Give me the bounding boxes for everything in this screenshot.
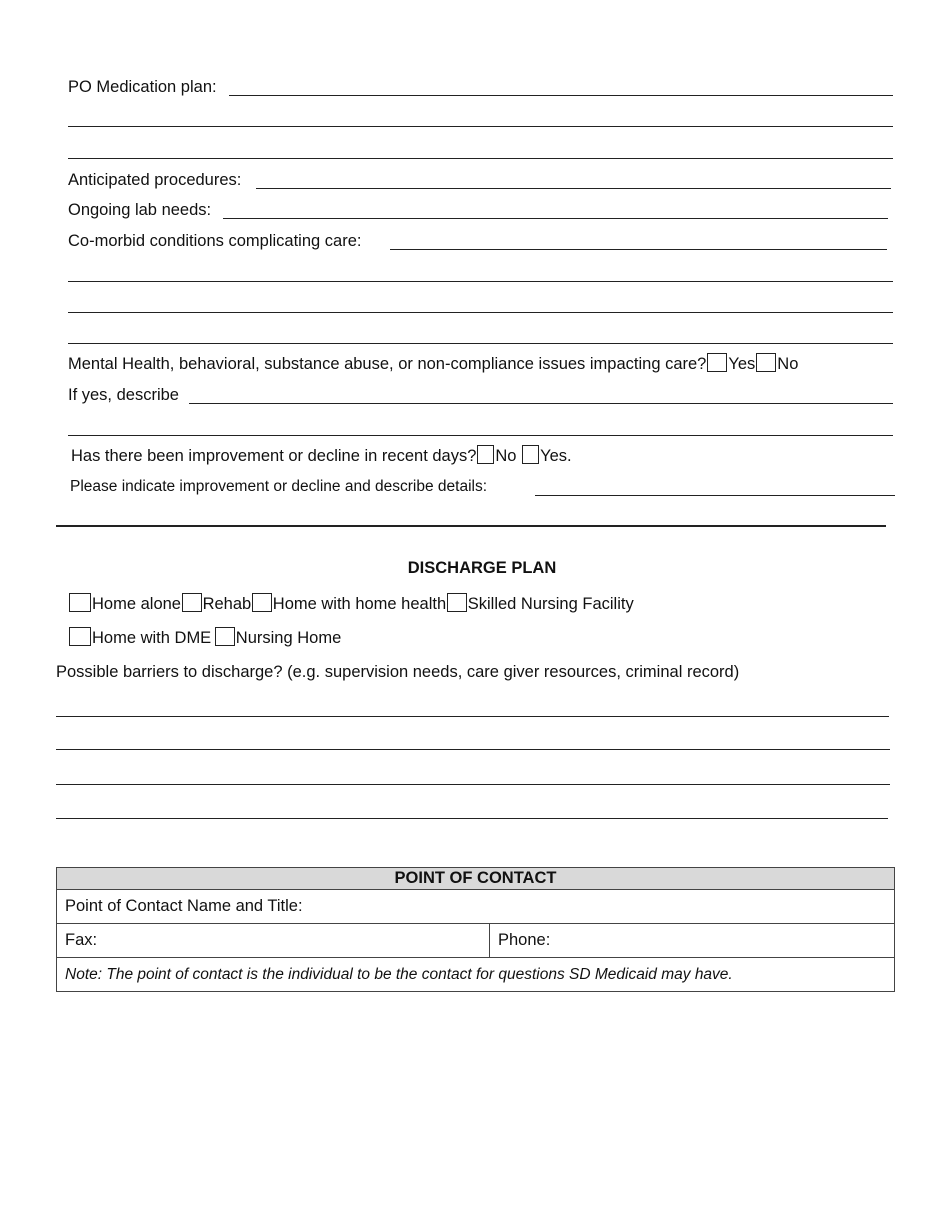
point-of-contact-table (56, 867, 895, 992)
barriers-line-2[interactable] (56, 749, 890, 750)
if-yes-line-1[interactable] (189, 403, 893, 404)
barriers-line-4[interactable] (56, 818, 888, 819)
mental-health-no-checkbox[interactable] (756, 353, 776, 372)
mental-health-yes-label: Yes (728, 355, 756, 373)
improvement-question: Has there been improvement or decline in recent days? (71, 447, 477, 465)
improvement-yes-label: Yes. (540, 447, 572, 465)
phone-label: Phone: (498, 931, 551, 949)
fax-label: Fax: (65, 931, 98, 949)
indicate-details-label: Please indicate improvement or decline and describe details: (70, 478, 488, 495)
skilled-nursing-label: Skilled Nursing Facility (467, 595, 634, 613)
if-yes-line-2[interactable] (68, 435, 893, 436)
if-yes-label: If yes, describe (68, 386, 179, 404)
home-alone-label: Home alone (92, 595, 181, 613)
discharge-plan-title: DISCHARGE PLAN (407, 559, 557, 577)
improvement-no-checkbox[interactable] (477, 445, 494, 464)
indicate-details-line-1[interactable] (535, 495, 895, 496)
anticipated-procedures-line[interactable] (256, 188, 891, 189)
po-medication-line-3[interactable] (68, 158, 893, 159)
barriers-line-1[interactable] (56, 716, 889, 717)
mental-health-yes-checkbox[interactable] (707, 353, 727, 372)
ongoing-lab-line[interactable] (223, 218, 888, 219)
nursing-home-label: Nursing Home (235, 629, 342, 647)
mental-health-row (68, 353, 798, 375)
ongoing-lab-label: Ongoing lab needs: (68, 201, 212, 219)
rehab-label: Rehab (202, 595, 252, 613)
mental-health-no-label: No (777, 355, 799, 373)
home-with-dme-checkbox[interactable] (69, 627, 91, 646)
home-with-dme-label: Home with DME (92, 629, 212, 647)
improvement-yes-checkbox[interactable] (522, 445, 539, 464)
comorbid-line-4[interactable] (68, 343, 893, 344)
nursing-home-checkbox[interactable] (215, 627, 235, 646)
comorbid-line-2[interactable] (68, 281, 893, 282)
po-medication-line-1[interactable] (229, 95, 893, 96)
comorbid-line-3[interactable] (68, 312, 893, 313)
fax-field[interactable] (57, 924, 490, 958)
contact-name-title-label: Point of Contact Name and Title: (65, 897, 303, 915)
discharge-options-row-1 (68, 593, 634, 615)
rehab-checkbox[interactable] (182, 593, 202, 612)
indicate-details-line-2[interactable] (56, 525, 886, 527)
home-health-label: Home with home health (272, 595, 447, 613)
barriers-question: Possible barriers to discharge? (e.g. supervision needs, care giver resources, criminal record) (56, 663, 740, 681)
po-medication-label: PO Medication plan: (68, 78, 217, 96)
discharge-options-row-2 (68, 627, 341, 649)
home-health-checkbox[interactable] (252, 593, 272, 612)
improvement-row (71, 445, 572, 467)
contact-note: Note: The point of contact is the individual to be the contact for questions SD Medicaid may have. (57, 958, 895, 992)
point-of-contact-title: POINT OF CONTACT (57, 868, 895, 890)
po-medication-line-2[interactable] (68, 126, 893, 127)
mental-health-question: Mental Health, behavioral, substance abuse, or non-compliance issues impacting care? (68, 355, 707, 373)
comorbid-line-1[interactable] (390, 249, 887, 250)
comorbid-label: Co-morbid conditions complicating care: (68, 232, 362, 250)
skilled-nursing-checkbox[interactable] (447, 593, 467, 612)
improvement-no-label: No (495, 447, 517, 465)
home-alone-checkbox[interactable] (69, 593, 91, 612)
contact-name-title-field[interactable] (57, 890, 895, 924)
phone-field[interactable] (490, 924, 895, 958)
anticipated-procedures-label: Anticipated procedures: (68, 171, 242, 189)
barriers-line-3[interactable] (56, 784, 890, 785)
